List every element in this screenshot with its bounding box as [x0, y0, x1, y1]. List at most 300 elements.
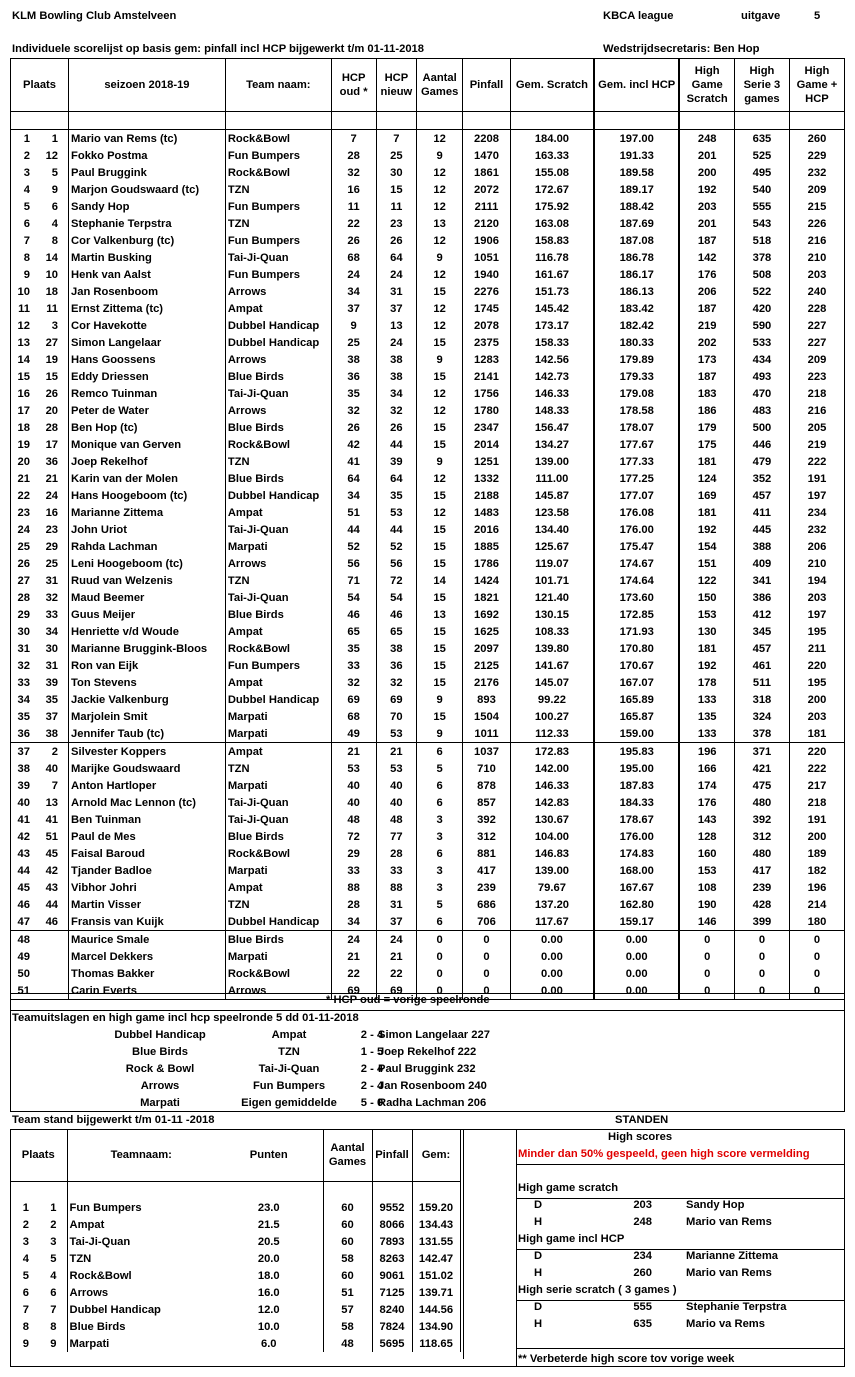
avg-hcp: 197.00	[594, 130, 680, 148]
plaats: 22	[11, 487, 36, 504]
team-avg: 134.90	[412, 1318, 460, 1335]
player-name: Karin van der Molen	[69, 470, 226, 487]
high-game: 130	[697, 625, 717, 638]
score-row	[11, 283, 845, 300]
hcp-new: 44	[376, 521, 417, 538]
high-game: 108	[697, 881, 717, 894]
high-serie: 495	[734, 164, 789, 181]
team-points: 12.0	[257, 1303, 280, 1316]
score-row	[11, 862, 845, 879]
high-serie: 533	[734, 334, 789, 351]
pinfall: 1821	[463, 589, 511, 606]
pinfall: 686	[463, 896, 511, 913]
hcp-new: 22	[376, 965, 417, 982]
high-game-hcp: 232	[789, 521, 844, 538]
high-serie: 409	[734, 555, 789, 572]
avg-scratch: 184.00	[510, 130, 594, 148]
high-serie: 522	[734, 283, 789, 300]
prev-plaats: 34	[45, 625, 59, 638]
avg-scratch: 119.07	[510, 555, 594, 572]
games: 3	[417, 811, 463, 828]
high-serie: 518	[734, 232, 789, 249]
hcp-new: 28	[376, 845, 417, 862]
high-serie: 0	[734, 965, 789, 982]
plaats: 44	[11, 862, 36, 879]
team-prev-plaats: 4	[50, 1269, 57, 1282]
plaats: 20	[11, 453, 36, 470]
high-game-hcp: 219	[789, 436, 844, 453]
pinfall: 0	[463, 948, 511, 965]
high-game-hcp: 197	[789, 606, 844, 623]
pinfall: 2120	[463, 215, 511, 232]
pinfall: 881	[463, 845, 511, 862]
prev-plaats: 30	[45, 642, 59, 655]
plaats: 24	[11, 521, 36, 538]
high-game: 181	[697, 506, 717, 519]
games: 15	[417, 657, 463, 674]
team-plaats: 4	[22, 1252, 29, 1265]
team-avg: 151.02	[412, 1267, 460, 1284]
games: 12	[417, 317, 463, 334]
high-scores-warning: Minder dan 50% gespeeld, geen high score vermelding	[518, 1148, 810, 1160]
team-plaats: 5	[22, 1269, 29, 1282]
pinfall: 2208	[463, 130, 511, 148]
hcp-old: 35	[331, 385, 376, 402]
high-serie: 493	[734, 368, 789, 385]
team-name: TZN	[67, 1250, 215, 1267]
games: 12	[417, 402, 463, 419]
team-points: 21.5	[257, 1218, 280, 1231]
plaats: 25	[11, 538, 36, 555]
standings-header-points: Punten	[249, 1149, 288, 1161]
team-prev-plaats: 8	[50, 1320, 57, 1333]
away-team: TZN	[278, 1046, 300, 1058]
hcp-new: 26	[376, 419, 417, 436]
team-name: Fun Bumpers	[225, 232, 331, 249]
high-scores-title: High scores	[608, 1131, 673, 1143]
plaats: 5	[11, 198, 36, 215]
league-name: KBCA league	[603, 10, 674, 22]
hcp-new: 44	[376, 436, 417, 453]
avg-hcp: 191.33	[594, 147, 680, 164]
hcp-old: 56	[331, 555, 376, 572]
hcp-old: 35	[331, 640, 376, 657]
hcp-new: 37	[376, 300, 417, 317]
pinfall: 1283	[463, 351, 511, 368]
prev-plaats: 14	[45, 251, 59, 264]
pinfall: 1424	[463, 572, 511, 589]
hcp-new: 88	[376, 879, 417, 896]
player-name: Anton Hartloper	[69, 777, 226, 794]
result-score: 2 - 4	[360, 1080, 384, 1092]
team-pinfall: 9552	[372, 1199, 412, 1216]
team-name: Blue Birds	[225, 368, 331, 385]
high-game-hcp: 200	[789, 691, 844, 708]
hcp-old: 7	[331, 130, 376, 148]
team-plaats: 1	[22, 1201, 29, 1214]
avg-hcp: 177.25	[594, 470, 680, 487]
hcp-old: 11	[331, 198, 376, 215]
prev-plaats: 4	[51, 217, 59, 230]
games: 0	[417, 982, 463, 1000]
games: 15	[417, 487, 463, 504]
plaats: 21	[11, 470, 36, 487]
plaats: 41	[11, 811, 36, 828]
high-game: 133	[697, 727, 717, 740]
avg-hcp: 177.07	[594, 487, 680, 504]
standings-row	[10, 1233, 516, 1250]
games: 12	[417, 232, 463, 249]
games: 15	[417, 623, 463, 640]
pinfall: 2097	[463, 640, 511, 657]
prev-plaats: 3	[51, 319, 59, 332]
high-serie: 457	[734, 487, 789, 504]
player-name: Vibhor Johri	[69, 879, 226, 896]
team-name: Rock&Bowl	[225, 845, 331, 862]
avg-hcp: 184.33	[594, 794, 680, 811]
plaats: 47	[11, 913, 36, 931]
high-game: 174	[697, 779, 717, 792]
avg-scratch: 156.47	[510, 419, 594, 436]
hcp-new: 77	[376, 828, 417, 845]
avg-hcp: 186.78	[594, 249, 680, 266]
player-name: Hans Goossens	[69, 351, 226, 368]
pinfall: 2188	[463, 487, 511, 504]
avg-scratch: 146.33	[510, 385, 594, 402]
hcp-old: 26	[331, 232, 376, 249]
hcp-new: 24	[376, 931, 417, 949]
games: 15	[417, 640, 463, 657]
header-hcp-new: HCP nieuw	[376, 59, 417, 112]
team-games: 58	[323, 1250, 372, 1267]
high-game-hcp: 214	[789, 896, 844, 913]
avg-scratch: 104.00	[510, 828, 594, 845]
plaats: 12	[11, 317, 36, 334]
team-plaats: 7	[22, 1303, 29, 1316]
prev-plaats: 42	[45, 864, 59, 877]
header-pinfall: Pinfall	[463, 59, 511, 112]
hcp-old: 68	[331, 708, 376, 725]
results-title: Teamuitslagen en high game incl hcp speelronde 5 dd 01-11-2018	[12, 1012, 359, 1024]
avg-hcp: 189.17	[594, 181, 680, 198]
hcp-old: 42	[331, 436, 376, 453]
high-game-hcp: 218	[789, 385, 844, 402]
plaats: 32	[11, 657, 36, 674]
standings-table	[10, 1129, 516, 1352]
avg-scratch: 142.56	[510, 351, 594, 368]
avg-hcp: 178.67	[594, 811, 680, 828]
pinfall: 1692	[463, 606, 511, 623]
high-score-value: 248	[633, 1216, 652, 1228]
plaats: 11	[11, 300, 36, 317]
plaats: 50	[11, 965, 36, 982]
team-name: Marpati	[225, 538, 331, 555]
pinfall: 1906	[463, 232, 511, 249]
player-name: Ron van Eijk	[69, 657, 226, 674]
result-score: 2 - 4	[360, 1063, 384, 1075]
avg-scratch: 100.27	[510, 708, 594, 725]
high-serie: 540	[734, 181, 789, 198]
high-game: 203	[697, 200, 717, 213]
games: 0	[417, 948, 463, 965]
hcp-new: 24	[376, 334, 417, 351]
player-name: Martin Busking	[69, 249, 226, 266]
avg-scratch: 137.20	[510, 896, 594, 913]
prev-plaats	[36, 948, 69, 965]
hcp-new: 21	[376, 743, 417, 761]
plaats: 46	[11, 896, 36, 913]
prev-plaats: 6	[51, 200, 59, 213]
games: 12	[417, 470, 463, 487]
pinfall: 2072	[463, 181, 511, 198]
pinfall: 239	[463, 879, 511, 896]
team-name: Dubbel Handicap	[225, 487, 331, 504]
avg-scratch: 172.83	[510, 743, 594, 761]
avg-hcp: 170.80	[594, 640, 680, 657]
high-game: 0	[679, 931, 734, 949]
home-team: Arrows	[140, 1080, 180, 1092]
high-game-hcp: 181	[789, 725, 844, 743]
player-name: Marianne Zittema	[69, 504, 226, 521]
prev-plaats: 27	[45, 336, 59, 349]
hcp-old: 28	[331, 896, 376, 913]
team-name: Arrows	[225, 982, 331, 1000]
hcp-old: 51	[331, 504, 376, 521]
player-name: Paul de Mes	[69, 828, 226, 845]
score-row	[11, 794, 845, 811]
team-name: Marpati	[225, 777, 331, 794]
high-serie: 428	[734, 896, 789, 913]
team-name: Tai-Ji-Quan	[225, 811, 331, 828]
avg-hcp: 174.83	[594, 845, 680, 862]
avg-scratch: 117.67	[510, 913, 594, 931]
team-name: Fun Bumpers	[225, 198, 331, 215]
player-name: Tjander Badloe	[69, 862, 226, 879]
avg-scratch: 139.00	[510, 862, 594, 879]
high-game-hcp: 223	[789, 368, 844, 385]
player-name: Arnold Mac Lennon (tc)	[69, 794, 226, 811]
edition-number: 5	[814, 10, 821, 22]
prev-plaats	[36, 931, 69, 949]
games: 15	[417, 368, 463, 385]
prev-plaats: 24	[45, 489, 59, 502]
standings-row	[10, 1199, 516, 1216]
hcp-new: 70	[376, 708, 417, 725]
pinfall: 0	[463, 931, 511, 949]
team-name: Blue Birds	[225, 470, 331, 487]
team-name: Tai-Ji-Quan	[225, 249, 331, 266]
pinfall: 1940	[463, 266, 511, 283]
pinfall: 2375	[463, 334, 511, 351]
prev-plaats: 46	[45, 915, 59, 928]
games: 9	[417, 453, 463, 470]
header-plaats: Plaats	[11, 59, 69, 112]
high-score-type: D	[534, 1250, 543, 1262]
pinfall: 1861	[463, 164, 511, 181]
hcp-new: 38	[376, 351, 417, 368]
high-game-hcp: 0	[789, 931, 844, 949]
games: 6	[417, 794, 463, 811]
games: 12	[417, 385, 463, 402]
high-game: 248	[697, 132, 717, 145]
games: 15	[417, 334, 463, 351]
high-game-player: Simon Langelaar 227	[378, 1029, 490, 1041]
high-serie: 434	[734, 351, 789, 368]
team-games: 48	[323, 1335, 372, 1352]
result-score: 2 - 4	[360, 1029, 384, 1041]
high-game: 176	[697, 268, 717, 281]
high-game-hcp: 216	[789, 402, 844, 419]
hcp-footnote: * HCP oud = vorige speelronde	[326, 994, 490, 1006]
prev-plaats: 39	[45, 676, 59, 689]
pinfall: 1504	[463, 708, 511, 725]
avg-scratch: 0.00	[510, 965, 594, 982]
hcp-old: 32	[331, 402, 376, 419]
high-game: 187	[697, 234, 717, 247]
pinfall: 1470	[463, 147, 511, 164]
pinfall: 1786	[463, 555, 511, 572]
pinfall: 1251	[463, 453, 511, 470]
score-row	[11, 232, 845, 249]
prev-plaats: 7	[51, 779, 59, 792]
games: 15	[417, 555, 463, 572]
avg-hcp: 159.17	[594, 913, 680, 931]
team-prev-plaats: 3	[50, 1235, 57, 1248]
plaats: 1	[11, 130, 36, 148]
hcp-new: 48	[376, 811, 417, 828]
score-row	[11, 896, 845, 913]
team-name: Fun Bumpers	[225, 266, 331, 283]
team-name: Rock&Bowl	[225, 436, 331, 453]
score-row	[11, 606, 845, 623]
prev-plaats: 18	[45, 285, 59, 298]
team-name: Arrows	[225, 555, 331, 572]
header-high-game-hcp: High Game + HCP	[789, 59, 844, 112]
games: 12	[417, 130, 463, 148]
hcp-new: 52	[376, 538, 417, 555]
hcp-new: 32	[376, 674, 417, 691]
team-avg: 131.55	[412, 1233, 460, 1250]
games: 9	[417, 147, 463, 164]
prev-plaats: 12	[45, 149, 59, 162]
player-name: Hans Hoogeboom (tc)	[69, 487, 226, 504]
hcp-new: 32	[376, 402, 417, 419]
high-game-hcp: 222	[789, 453, 844, 470]
standings-section-label: STANDEN	[615, 1114, 669, 1126]
score-row	[11, 572, 845, 589]
high-score-player: Mario va Rems	[686, 1318, 765, 1330]
high-serie: 475	[734, 777, 789, 794]
score-row	[11, 538, 845, 555]
high-serie: 457	[734, 640, 789, 657]
games: 15	[417, 283, 463, 300]
hcp-new: 24	[376, 266, 417, 283]
team-name: Arrows	[225, 402, 331, 419]
team-name: Arrows	[225, 351, 331, 368]
hcp-old: 68	[331, 249, 376, 266]
team-prev-plaats: 5	[50, 1252, 57, 1265]
avg-scratch: 134.40	[510, 521, 594, 538]
avg-scratch: 173.17	[510, 317, 594, 334]
hcp-old: 33	[331, 657, 376, 674]
team-name: Ampat	[225, 300, 331, 317]
team-games: 60	[323, 1267, 372, 1284]
prev-plaats: 23	[45, 523, 59, 536]
high-serie: 480	[734, 794, 789, 811]
pinfall: 2111	[463, 198, 511, 215]
score-row	[11, 743, 845, 761]
high-game: 178	[697, 676, 717, 689]
high-score-value: 234	[633, 1250, 652, 1262]
player-name: Ernst Zittema (tc)	[69, 300, 226, 317]
high-game-hcp: 0	[789, 982, 844, 1000]
avg-hcp: 0.00	[594, 948, 680, 965]
high-serie: 345	[734, 623, 789, 640]
high-serie: 318	[734, 691, 789, 708]
team-name: TZN	[225, 215, 331, 232]
high-score-group-title: High game scratch	[518, 1182, 619, 1194]
player-name: Fokko Postma	[69, 147, 226, 164]
player-name: Eddy Driessen	[69, 368, 226, 385]
hcp-new: 65	[376, 623, 417, 640]
avg-scratch: 163.08	[510, 215, 594, 232]
team-name: Ampat	[225, 674, 331, 691]
avg-scratch: 158.33	[510, 334, 594, 351]
team-plaats: 2	[22, 1218, 29, 1231]
high-game-hcp: 232	[789, 164, 844, 181]
standings-header-team: Teamnaam:	[67, 1129, 215, 1182]
hcp-old: 22	[331, 965, 376, 982]
player-name: Silvester Koppers	[69, 743, 226, 761]
player-name: Mario van Rems (tc)	[69, 130, 226, 148]
hcp-old: 49	[331, 725, 376, 743]
high-game: 142	[697, 251, 717, 264]
plaats: 49	[11, 948, 36, 965]
high-game: 124	[697, 472, 717, 485]
pinfall: 710	[463, 760, 511, 777]
hcp-old: 28	[331, 147, 376, 164]
pinfall: 857	[463, 794, 511, 811]
team-avg: 159.20	[412, 1199, 460, 1216]
plaats: 3	[11, 164, 36, 181]
team-name: TZN	[225, 760, 331, 777]
games: 14	[417, 572, 463, 589]
player-name: Jennifer Taub (tc)	[69, 725, 226, 743]
player-name: Remco Tuinman	[69, 385, 226, 402]
header-games: Aantal Games	[417, 59, 463, 112]
pinfall: 878	[463, 777, 511, 794]
score-row	[11, 811, 845, 828]
plaats: 35	[11, 708, 36, 725]
high-game-hcp: 195	[789, 674, 844, 691]
avg-hcp: 179.08	[594, 385, 680, 402]
score-row	[11, 555, 845, 572]
high-game: 133	[697, 693, 717, 706]
standings-header-row	[10, 1129, 516, 1182]
hcp-new: 26	[376, 232, 417, 249]
prev-plaats: 51	[45, 830, 59, 843]
team-name: Tai-Ji-Quan	[67, 1233, 215, 1250]
avg-scratch: 134.27	[510, 436, 594, 453]
avg-hcp: 162.80	[594, 896, 680, 913]
prev-plaats: 21	[45, 472, 59, 485]
avg-scratch: 111.00	[510, 470, 594, 487]
score-row	[11, 913, 845, 931]
avg-scratch: 163.33	[510, 147, 594, 164]
player-name: Marjolein Smit	[69, 708, 226, 725]
hcp-new: 23	[376, 215, 417, 232]
avg-scratch: 161.67	[510, 266, 594, 283]
